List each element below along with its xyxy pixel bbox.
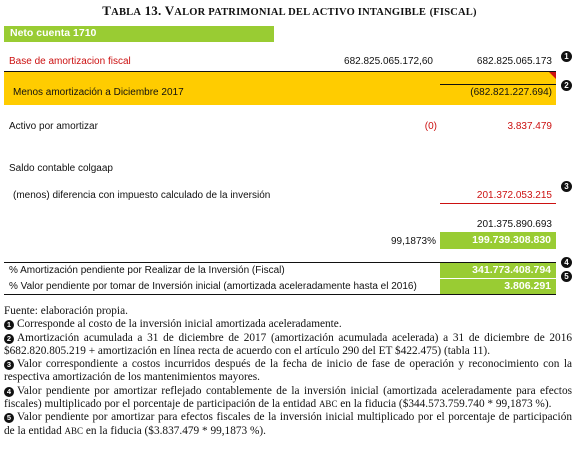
activo-label: Activo por amortizar xyxy=(9,121,98,132)
valor-pend-box xyxy=(440,279,556,294)
valor-pend-label: % Valor pendiente por tomar de Inversión inicial (amortizada aceleradamente hasta el 2016) xyxy=(9,281,417,292)
footnote-4-abc: ABC xyxy=(318,399,338,410)
table-title xyxy=(0,3,579,19)
footnote-marker-1: 1 xyxy=(4,320,14,330)
footnote-1-text: Corresponde al costo de la inversión inicial amortizada aceleradamente. xyxy=(17,318,342,331)
footnote-4-text-b: en la fiducia ($344.573.759.740 * 99,1873 %). xyxy=(340,398,552,411)
footnote-5-abc: ABC xyxy=(64,425,84,436)
footnote-5-text-a: Valor pendiente por amortizar para efectos fiscales de la inversión inicial multiplicado por el porcentaje de participación de la entidad xyxy=(4,411,572,437)
diferencia-label: (menos) diferencia con impuesto calculado de la inversión xyxy=(13,190,271,201)
footnote-marker-4: 4 xyxy=(4,387,14,397)
footnote-marker-2: 2 xyxy=(4,334,14,344)
marker-4: 4 xyxy=(561,257,572,268)
net-account-label: Neto cuenta 1710 xyxy=(10,27,97,39)
title-text: ALOR PATRIMONIAL DEL ACTIVO INTANGIBLE xyxy=(174,7,427,18)
pct-value-box xyxy=(440,232,556,249)
marker-1: 1 xyxy=(561,51,572,62)
footnotes xyxy=(4,305,572,438)
source-note: Fuente: elaboración propia. xyxy=(4,305,128,317)
title-v: V xyxy=(164,3,175,18)
divider xyxy=(440,203,556,204)
footnote-marker-5: 5 xyxy=(4,413,14,423)
amort-pend-value: 341.773.408.794 xyxy=(472,264,551,276)
base-label: Base de amortizacion fiscal xyxy=(9,56,131,67)
footnote-3 xyxy=(4,358,572,385)
menos-label: Menos amortización a Diciembre 2017 xyxy=(13,87,184,98)
title-number: 13. xyxy=(144,3,162,18)
pct-label: 99,1873% xyxy=(390,236,436,247)
net-account-header xyxy=(4,26,274,42)
title-prefix-rest: ABLA xyxy=(111,7,142,18)
pct-value: 199.739.308.830 xyxy=(472,234,551,246)
diferencia-col2: 201.372.053.215 xyxy=(476,190,552,201)
divider xyxy=(4,294,556,295)
title-fiscal: (FISCAL) xyxy=(429,7,477,18)
comment-flag-icon xyxy=(549,72,556,79)
footnote-4-text-a: Valor pendiente por amortizar reflejado contablemente de la inversión inicial (amortizada aceleradamente para efectos fiscales) multiplicado por el porcentaje de participación de la entidad xyxy=(4,384,572,411)
footnote-1 xyxy=(4,318,572,331)
divider xyxy=(4,71,556,72)
base-col1: 682.825.065.172,60 xyxy=(344,56,433,67)
footnote-5-text-b: en la fiducia ($3.837.479 * 99,1873 %). xyxy=(85,424,266,437)
footnote-2-text: Amortización acumulada a 31 de diciembre de 2017 (amortización acumulada acelerada) a 31 de diciembre de 2016 $682.820.805.219 + amortización en línea recta de acuerdo con el artículo 290 del ET $422.475) (tabla 11). xyxy=(4,331,572,357)
footnote-3-text: Valor correspondiente a costos incurridos después de la fecha de inicio de fase de operación y reconocimiento con la respectiva amortización de los mantenimientos mayores. xyxy=(4,358,572,384)
saldo-label: Saldo contable colgaap xyxy=(9,163,113,174)
marker-5: 5 xyxy=(561,271,572,282)
amort-pend-box xyxy=(440,263,556,278)
footnote-marker-3: 3 xyxy=(4,360,14,370)
amort-pend-label: % Amortización pendiente por Realizar de la Inversión (Fiscal) xyxy=(9,265,285,276)
marker-3: 3 xyxy=(561,181,572,192)
valor-pend-value: 3.806.291 xyxy=(504,280,551,292)
footnote-2 xyxy=(4,332,572,359)
activo-col1: (0) xyxy=(424,121,437,132)
subtotal-value: 201.375.890.693 xyxy=(476,219,552,230)
marker-2: 2 xyxy=(561,80,572,91)
menos-col2: (682.821.227.694) xyxy=(470,87,552,98)
title-initial: T xyxy=(102,3,112,18)
activo-col2: 3.837.479 xyxy=(507,121,552,132)
footnote-4 xyxy=(4,385,572,412)
base-col2: 682.825.065.173 xyxy=(476,56,552,67)
divider xyxy=(440,84,556,85)
footnote-5 xyxy=(4,411,572,438)
